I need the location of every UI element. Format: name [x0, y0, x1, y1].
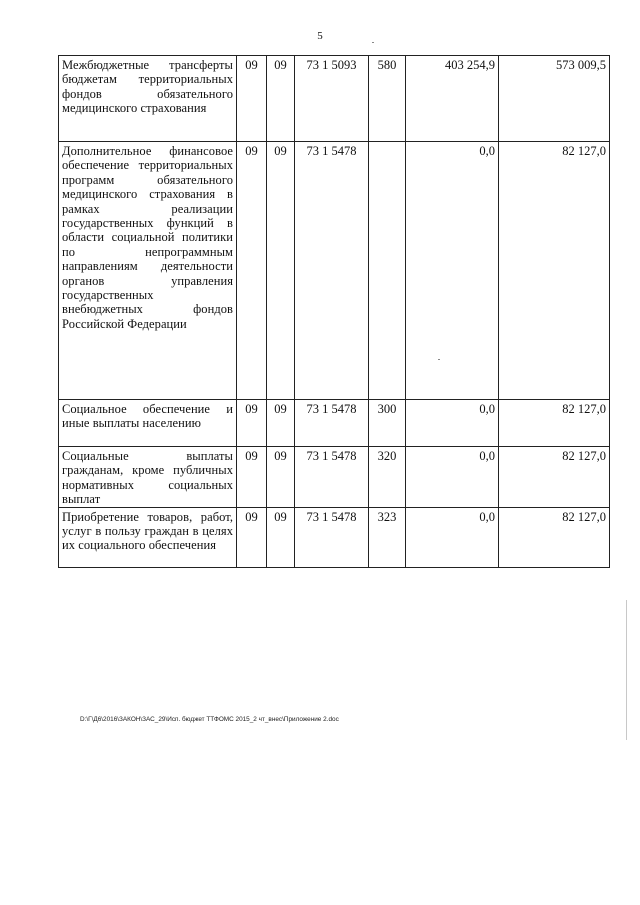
amount-actual: 82 127,0 [499, 142, 610, 400]
table-row [59, 56, 610, 142]
expense-type-code: 300 [369, 400, 406, 447]
page-number: 5 [317, 30, 323, 42]
amount-actual: 82 127,0 [499, 400, 610, 447]
amount-actual: 82 127,0 [499, 507, 610, 567]
subsection-code: 09 [267, 142, 295, 400]
footer-file-path: D:\Г\Д6\2016\ЗАКОН\ЗАС_29\Исп. бюджет ТТФОМС 2015_2 чт_внес\Приложение 2.doc [80, 716, 339, 723]
subsection-code: 09 [267, 56, 295, 142]
table-row [59, 507, 610, 567]
target-article-code: 73 1 5478 [295, 447, 369, 508]
row-name: Приобретение товаров, работ, услуг в пользу граждан в целях их социального обеспечения [59, 507, 237, 567]
expense-type-code: 580 [369, 56, 406, 142]
target-article-code: 73 1 5478 [295, 507, 369, 567]
amount-plan: 0,0 [406, 142, 499, 400]
expense-type-code: 323 [369, 507, 406, 567]
subsection-code: 09 [267, 507, 295, 567]
subsection-code: 09 [267, 400, 295, 447]
table-row [59, 400, 610, 447]
amount-actual: 82 127,0 [499, 447, 610, 508]
row-name: Межбюджетные трансферты бюджетам территориальных фондов обязательного медицинского страхования [59, 56, 237, 142]
row-name: Социальные выплаты гражданам, кроме публичных нормативных социальных выплат [59, 447, 237, 508]
subsection-code: 09 [267, 447, 295, 508]
amount-actual: 573 009,5 [499, 56, 610, 142]
scan-speck [372, 42, 374, 43]
budget-table [58, 55, 610, 568]
expense-type-code [369, 142, 406, 400]
table-row [59, 142, 610, 400]
expense-type-code: 320 [369, 447, 406, 508]
section-code: 09 [237, 56, 267, 142]
row-name: Дополнительное финансовое обеспечение территориальных программ обязательного медицинского страхования в рамках реализации государственных функций в области социальной политики по непрограммным направлениям деятельности органов управления государственных внебюджетных фондов Российской Федерации [59, 142, 237, 400]
section-code: 09 [237, 507, 267, 567]
section-code: 09 [237, 142, 267, 400]
target-article-code: 73 1 5478 [295, 400, 369, 447]
section-code: 09 [237, 400, 267, 447]
section-code: 09 [237, 447, 267, 508]
row-name: Социальное обеспечение и иные выплаты населению [59, 400, 237, 447]
scan-edge-line [626, 600, 627, 740]
table-row [59, 447, 610, 508]
amount-plan: 0,0 [406, 447, 499, 508]
target-article-code: 73 1 5093 [295, 56, 369, 142]
target-article-code: 73 1 5478 [295, 142, 369, 400]
amount-plan: 0,0 [406, 507, 499, 567]
amount-plan: 0,0 [406, 400, 499, 447]
amount-plan: 403 254,9 [406, 56, 499, 142]
